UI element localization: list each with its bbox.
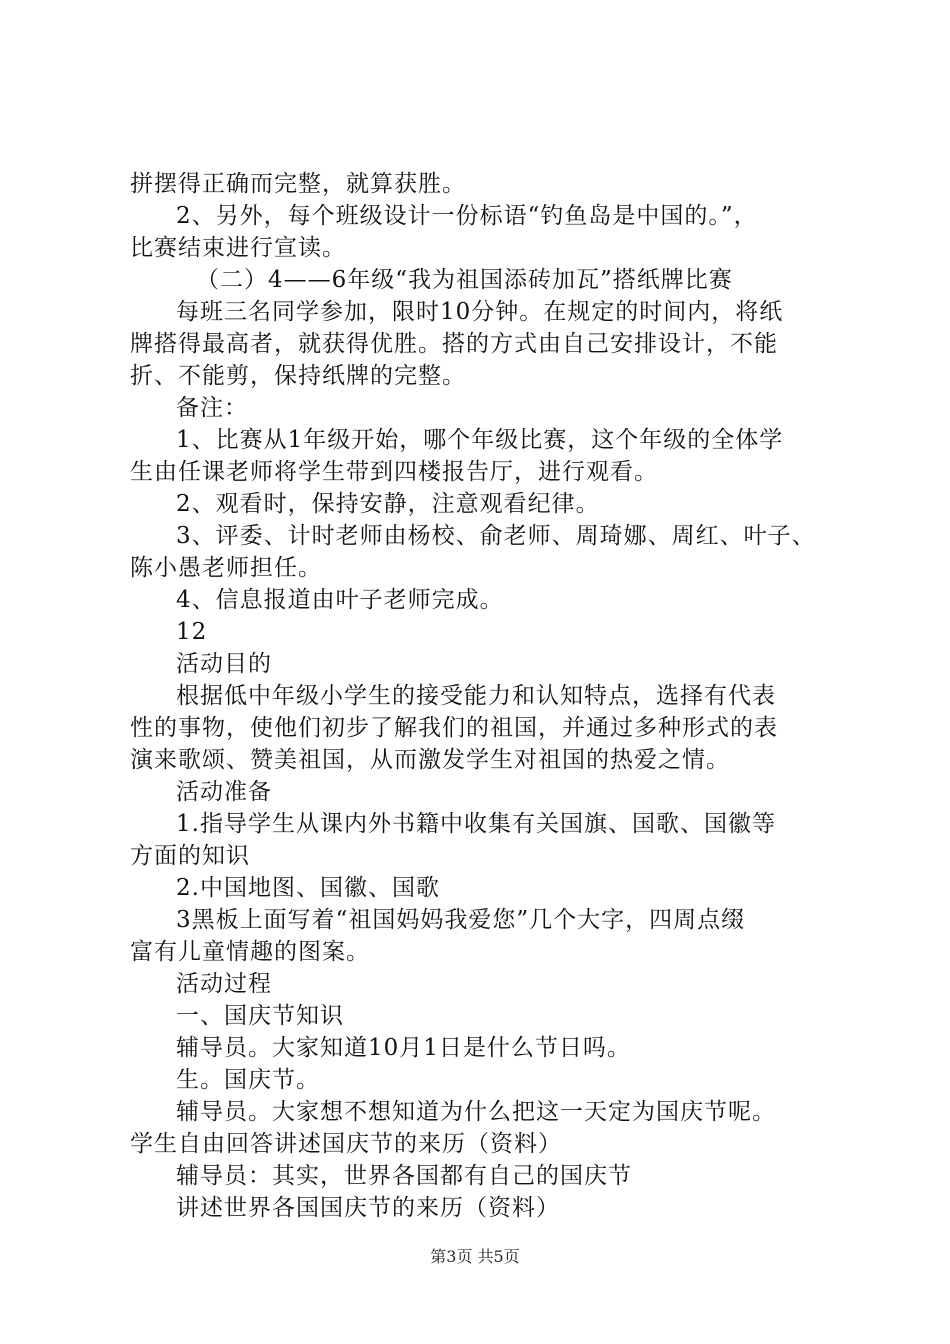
- text-line: 1.指导学生从课内外书籍中收集有关国旗、国歌、国徽等: [176, 811, 776, 837]
- text-line: 折、不能剪，保持纸牌的完整。: [130, 363, 466, 389]
- text-line: 辅导员。大家想不想知道为什么把这一天定为国庆节呢。: [176, 1099, 776, 1125]
- document-body: [130, 168, 830, 1224]
- text-line: 演来歌颂、赞美祖国，从而激发学生对祖国的热爱之情。: [130, 747, 730, 773]
- text-line: 生由任课老师将学生带到四楼报告厅，进行观看。: [130, 459, 658, 485]
- text-line: 活动准备: [176, 779, 272, 805]
- text-line: 辅导员：其实，世界各国都有自己的国庆节: [176, 1163, 632, 1189]
- text-line: 每班三名同学参加，限时10分钟。在规定的时间内，将纸: [176, 299, 784, 325]
- text-line: 2、另外，每个班级设计一份标语“钓鱼岛是中国的。”，: [176, 203, 758, 229]
- text-line: 一、国庆节知识: [176, 1003, 344, 1029]
- page-footer: 第3页 共5页: [430, 1247, 520, 1266]
- text-line: 备注：: [176, 395, 248, 421]
- text-line: 3黑板上面写着“祖国妈妈我爱您”几个大字，四周点缀: [176, 907, 746, 933]
- text-line: 学生自由回答讲述国庆节的来历（资料）: [130, 1131, 562, 1157]
- text-line: 性的事物，使他们初步了解我们的祖国，并通过多种形式的表: [130, 715, 778, 741]
- text-line: 生。国庆节。: [176, 1067, 320, 1093]
- text-line: 陈小愚老师担任。: [130, 555, 322, 581]
- text-line: 根据低中年级小学生的接受能力和认知特点，选择有代表: [176, 683, 776, 709]
- text-line: 拼摆得正确而完整，就算获胜。: [130, 171, 466, 197]
- text-line: 牌搭得最高者，就获得优胜。搭的方式由自己安排设计，不能: [130, 331, 778, 357]
- text-line: 比赛结束进行宣读。: [130, 235, 346, 261]
- text-line: 1、比赛从1年级开始，哪个年级比赛，这个年级的全体学: [176, 427, 784, 453]
- text-line: 富有儿童情趣的图案。: [130, 939, 370, 965]
- text-line: 讲述世界各国国庆节的来历（资料）: [176, 1195, 560, 1221]
- text-line: 活动过程: [176, 971, 272, 997]
- text-line: 4、信息报道由叶子老师完成。: [176, 587, 504, 613]
- text-line: （二）4——6年级“我为祖国添砖加瓦”搭纸牌比赛: [196, 267, 733, 293]
- text-line: 活动目的: [176, 651, 272, 677]
- text-line: 2.中国地图、国徽、国歌: [176, 875, 440, 901]
- text-line: 12: [176, 619, 208, 645]
- text-line: 辅导员。大家知道10月1日是什么节日吗。: [176, 1035, 631, 1061]
- text-line: 3、评委、计时老师由杨校、俞老师、周琦娜、周红、叶子、: [176, 523, 816, 549]
- text-line: 方面的知识: [130, 843, 250, 869]
- text-line: 2、观看时，保持安静，注意观看纪律。: [176, 491, 600, 517]
